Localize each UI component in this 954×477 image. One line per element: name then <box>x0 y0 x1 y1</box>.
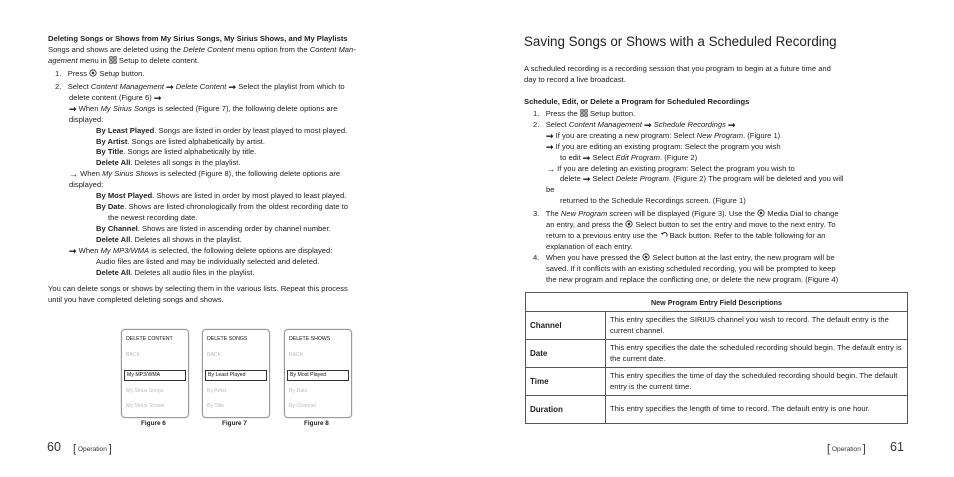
arrow-icon: ➞ <box>728 120 736 130</box>
section-heading: Deleting Songs or Shows from My Sirius Songs, My Sirius Shows, and My Playlists <box>48 34 348 43</box>
shows-option: By Channel. Shows are listed in ascending order by channel number. <box>96 224 331 233</box>
screen-item: My Sirius Shows <box>126 403 165 409</box>
page-number-right: 61 <box>890 440 904 454</box>
screen-header: DELETE CONTENT <box>126 336 173 342</box>
intro-line-1: Songs and shows are deleted using the Delete Content menu option from the Content Man- <box>48 45 356 54</box>
table-row <box>526 312 908 340</box>
step-2-edit-cont: to edit ➞ Select Edit Program. (Figure 2) <box>560 153 698 163</box>
screen-item: By Artist <box>207 388 227 394</box>
songs-option: By Title. Songs are listed alphabetically by title. <box>96 147 257 156</box>
songs-line-1: ➞ When My Sirius Songs is selected (Figure 7), the following delete options are <box>69 104 338 114</box>
screen-item: By Title <box>207 403 225 409</box>
arrow-icon: ➞ <box>582 174 591 184</box>
setup-icon <box>109 56 117 64</box>
field-name: Duration <box>526 396 606 424</box>
screen-header: DELETE SONGS <box>207 336 248 342</box>
screen-item-selected: By Least Played <box>205 370 267 381</box>
screen-item: BACK <box>207 352 222 358</box>
step-1: 1. Press Setup button. <box>55 69 145 78</box>
arrow-icon: ➞ <box>644 120 652 130</box>
figure-7-caption: Figure 7 <box>222 420 247 427</box>
screen-header: DELETE SHOWS <box>289 336 331 342</box>
intro-line-2: agement menu in Setup to delete content. <box>48 56 200 65</box>
entry-field-table <box>525 292 908 424</box>
outro-line-2: until you have completed deleting songs and shows. <box>48 295 224 304</box>
screen-item-selected: My MP3/WMA <box>124 370 186 381</box>
table-header: New Program Entry Field Descriptions <box>526 293 908 312</box>
table-row <box>526 368 908 396</box>
intro-line-2: day to record a live broadcast. <box>524 75 626 84</box>
screen-item: By Date <box>289 388 308 394</box>
setup-icon <box>580 109 588 117</box>
arrow-icon: → <box>546 164 555 174</box>
step-2-delete-cont: be <box>546 185 555 194</box>
step-2-delete-cont: delete ➞ Select Delete Program. (Figure 2) The program will be deleted and you will <box>560 174 844 184</box>
step-1: 1. Press the Setup button. <box>533 109 636 118</box>
section-label-left: [ Operation ] <box>73 443 112 455</box>
step-2: 2. Select Content Management ➞ Schedule Recordings ➞ <box>533 120 736 130</box>
mp3-line-1: ➞ When My MP3/WMA is selected, the following delete options are displayed: <box>69 246 333 256</box>
arrow-icon: ➞ <box>546 142 554 152</box>
shows-option: By Date. Shows are listed chronologically from the oldest recording date to <box>96 202 348 211</box>
back-icon <box>660 231 668 239</box>
field-name: Time <box>526 368 606 396</box>
shows-option: Delete All. Deletes all shows in the playlist. <box>96 235 242 244</box>
arrow-icon: ➞ <box>69 104 77 114</box>
songs-option: By Artist. Songs are listed alphabetically by artist. <box>96 137 265 146</box>
arrow-icon: ➞ <box>153 93 162 103</box>
field-name: Date <box>526 340 606 368</box>
shows-line-1: → When My Sirius Shows is selected (Figure 8), the following delete options are <box>69 169 341 179</box>
figure-6-screen <box>121 329 189 418</box>
screen-item: BACK <box>289 352 304 358</box>
arrow-icon: ➞ <box>582 153 591 163</box>
screen-item: BACK <box>126 352 141 358</box>
subheading: Schedule, Edit, or Delete a Program for Scheduled Recordings <box>524 97 750 106</box>
step-3: 3. The New Program screen will be displayed (Figure 3). Use the Media Dial to change <box>533 209 839 218</box>
step-2-new: ➞ If you are creating a new program: Select New Program. (Figure 1) <box>546 131 781 141</box>
songs-line-2: displayed: <box>69 115 104 124</box>
table-row <box>526 396 908 424</box>
field-description: This entry specifies the SIRIUS channel you wish to record. The default entry is the current channel. <box>606 312 908 340</box>
songs-option: By Least Played. Songs are listed in order by least played to most played. <box>96 126 348 135</box>
intro-line-1: A scheduled recording is a recording session that you program to begin at a future time and <box>524 64 831 73</box>
arrow-icon: ➞ <box>69 246 77 256</box>
figure-8-caption: Figure 8 <box>304 420 329 427</box>
shows-option: By Most Played. Shows are listed in order by most played to least played. <box>96 191 347 200</box>
section-label-right: [ Operation ] <box>827 443 866 455</box>
media-dial-icon <box>757 209 765 217</box>
step-4-cont: saved. If it conflicts with an existing scheduled recording, you will be prompted to keep <box>546 264 836 273</box>
step-3-cont: explanation of each entry. <box>546 242 633 251</box>
step-2: 2. Select Content Management ➞ Delete Content ➞ Select the playlist from which to <box>55 82 345 92</box>
field-description: This entry specifies the date the scheduled recording should begin. The default entry is the current date. <box>606 340 908 368</box>
screen-item-selected: By Most Played <box>287 370 349 381</box>
table-row <box>526 340 908 368</box>
field-description: This entry specifies the time of day the scheduled recording should begin. The default entry is the current time. <box>606 368 908 396</box>
step-4: 4. When you have pressed the Select button at the last entry, the new program will be <box>533 253 835 262</box>
step-2-delete: → If you are deleting an existing program: Select the program you wish to <box>546 164 795 174</box>
figure-7-screen <box>202 329 270 418</box>
outro-line-1: You can delete songs or shows by selecting them in the various lists. Repeat this process <box>48 284 348 293</box>
arrow-icon: ➞ <box>166 82 174 92</box>
arrow-icon: ➞ <box>228 82 237 92</box>
figure-6-caption: Figure 6 <box>141 420 166 427</box>
screen-item: By Channel <box>289 403 316 409</box>
arrow-icon: ➞ <box>546 131 554 141</box>
mp3-option: Delete All. Deletes all audio files in the playlist. <box>96 268 255 277</box>
step-3-cont: an entry, and press the Select button to set the entry and move to the next entry. To <box>546 220 836 229</box>
songs-option: Delete All. Deletes all songs in the playlist. <box>96 158 241 167</box>
step-3-cont: return to a previous entry use the Back button. Refer to the table following for an <box>546 231 826 240</box>
arrow-icon: → <box>69 169 78 179</box>
field-description: This entry specifies the length of time to record. The default entry is one hour. <box>606 396 908 424</box>
step-4-cont: the new program and replace the conflicting one, or delete the new program. (Figure 4) <box>546 275 839 284</box>
mp3-line-2: Audio files are listed and may be individually selected and deleted. <box>96 257 320 266</box>
step-2-delete-cont: returned to the Schedule Recordings screen. (Figure 1) <box>560 196 746 205</box>
shows-line-2: displayed: <box>69 180 104 189</box>
page-number-left: 60 <box>47 440 61 454</box>
field-name: Channel <box>526 312 606 340</box>
step-2-edit: ➞ If you are editing an existing program: Select the program you wish <box>546 142 781 152</box>
shows-option-cont: the newest recording date. <box>108 213 198 222</box>
step-2-cont: delete content (Figure 6) ➞ <box>69 93 162 103</box>
screen-item: My Sirius Songs <box>126 388 164 394</box>
figure-8-screen <box>284 329 352 418</box>
page-title: Saving Songs or Shows with a Scheduled Recording <box>524 34 837 49</box>
